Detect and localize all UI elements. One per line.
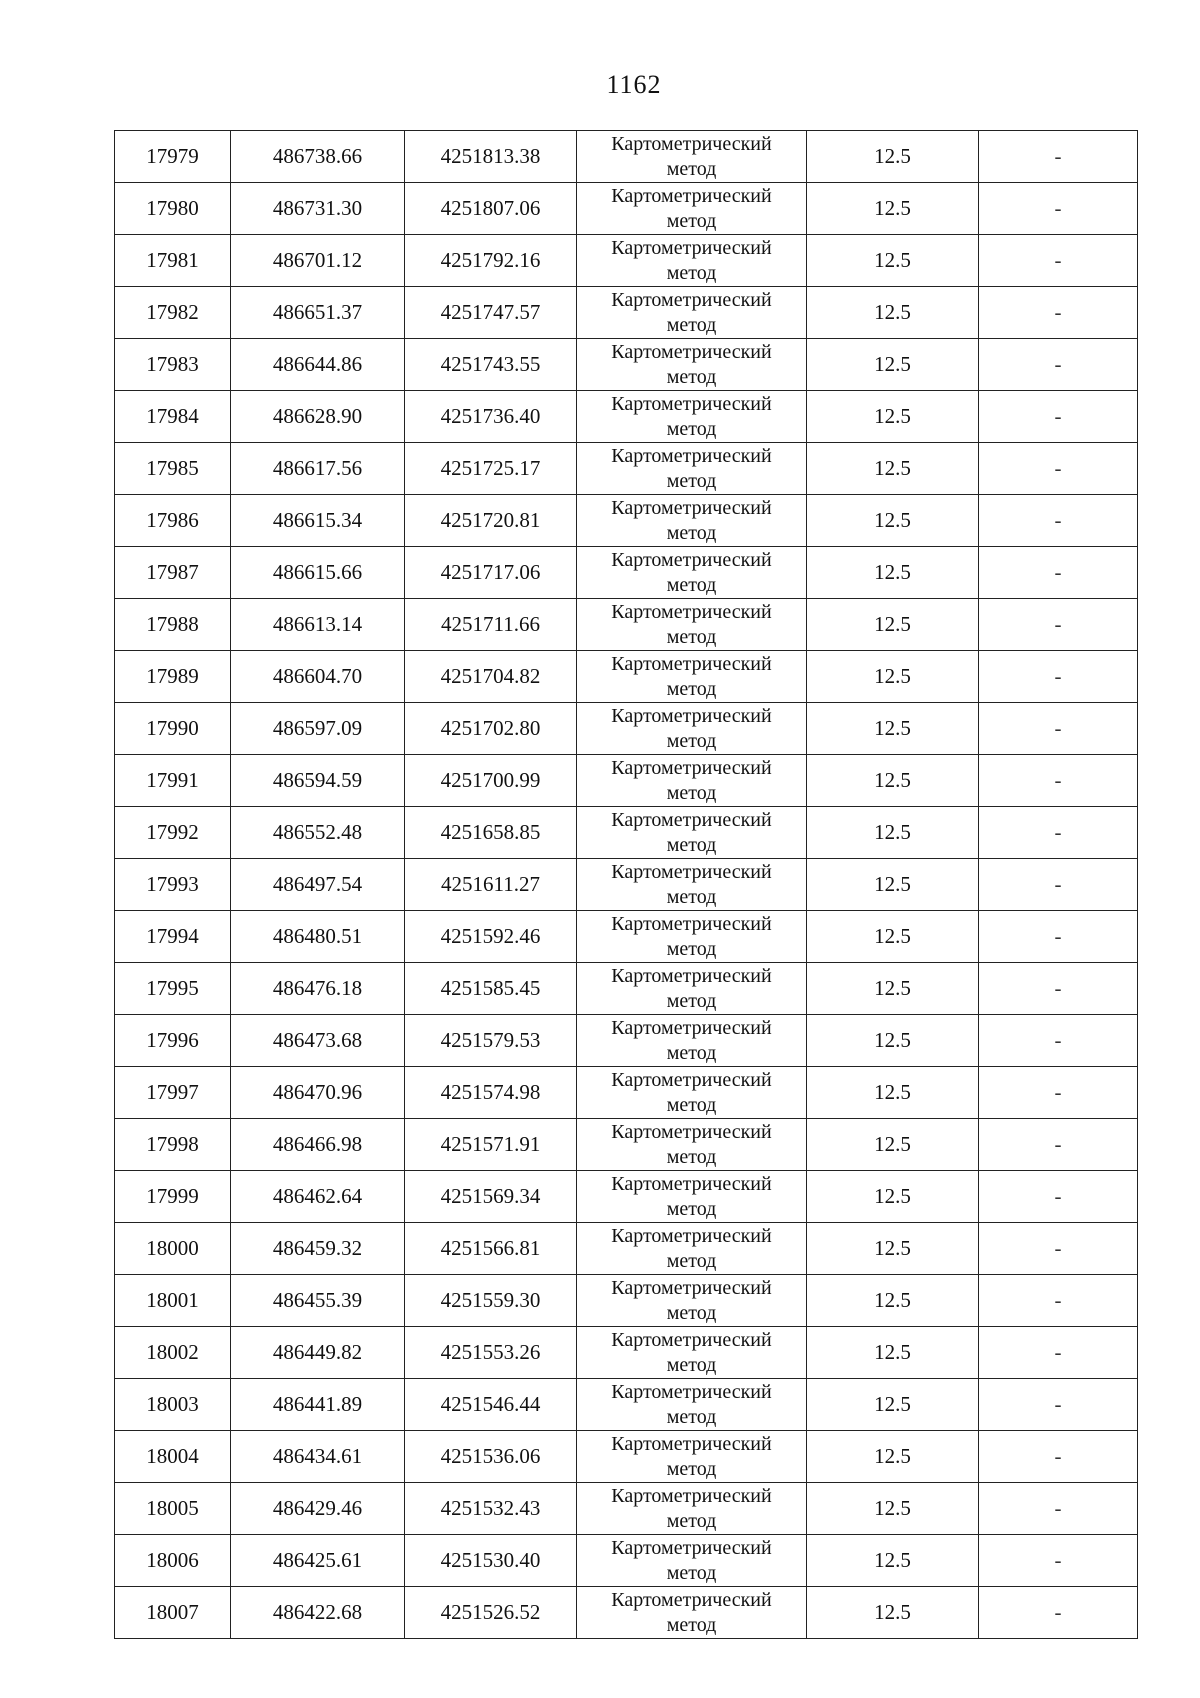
method-text: метод [666,885,717,908]
method-cell [577,1015,807,1067]
note-cell: - [979,443,1138,495]
accuracy-cell: 12.5 [807,703,979,755]
table-row [115,131,1138,183]
table-row [115,1379,1138,1431]
method-text: метод [666,1093,717,1116]
method-text: Картометрический [611,964,772,987]
method-cell [577,287,807,339]
x-coordinate-cell: 486651.37 [231,287,405,339]
note-cell: - [979,1067,1138,1119]
method-text: метод [666,1301,717,1324]
table-row [115,287,1138,339]
note-cell: - [979,287,1138,339]
accuracy-cell: 12.5 [807,651,979,703]
note-cell: - [979,859,1138,911]
table-row [115,1535,1138,1587]
table-body [115,131,1138,1639]
method-text: метод [666,989,717,1012]
x-coordinate-cell: 486441.89 [231,1379,405,1431]
table-row [115,911,1138,963]
y-coordinate-cell: 4251720.81 [405,495,577,547]
note-cell: - [979,1431,1138,1483]
point-number-cell: 17995 [115,963,231,1015]
method-cell [577,1535,807,1587]
accuracy-cell: 12.5 [807,547,979,599]
y-coordinate-cell: 4251579.53 [405,1015,577,1067]
method-cell [577,1223,807,1275]
x-coordinate-cell: 486738.66 [231,131,405,183]
method-text: Картометрический [611,548,772,571]
method-text: Картометрический [611,600,772,623]
note-cell: - [979,1223,1138,1275]
method-text: Картометрический [611,392,772,415]
method-cell [577,1275,807,1327]
method-text: метод [666,729,717,752]
y-coordinate-cell: 4251717.06 [405,547,577,599]
accuracy-cell: 12.5 [807,911,979,963]
accuracy-cell: 12.5 [807,391,979,443]
y-coordinate-cell: 4251743.55 [405,339,577,391]
x-coordinate-cell: 486615.66 [231,547,405,599]
table-row [115,963,1138,1015]
accuracy-cell: 12.5 [807,339,979,391]
x-coordinate-cell: 486480.51 [231,911,405,963]
table-row [115,1275,1138,1327]
x-coordinate-cell: 486455.39 [231,1275,405,1327]
method-text: метод [666,781,717,804]
accuracy-cell: 12.5 [807,183,979,235]
method-cell [577,1483,807,1535]
method-text: метод [666,833,717,856]
x-coordinate-cell: 486644.86 [231,339,405,391]
method-cell [577,1171,807,1223]
table-row [115,183,1138,235]
point-number-cell: 18002 [115,1327,231,1379]
accuracy-cell: 12.5 [807,1483,979,1535]
page-number: 1162 [606,70,662,99]
point-number-cell: 17991 [115,755,231,807]
y-coordinate-cell: 4251546.44 [405,1379,577,1431]
table-row [115,339,1138,391]
y-coordinate-cell: 4251747.57 [405,287,577,339]
method-text: Картометрический [611,1432,772,1455]
table-row [115,443,1138,495]
accuracy-cell: 12.5 [807,1379,979,1431]
method-text: Картометрический [611,808,772,831]
coordinates-table [114,130,1138,1639]
x-coordinate-cell: 486449.82 [231,1327,405,1379]
point-number-cell: 18003 [115,1379,231,1431]
method-cell [577,859,807,911]
method-text: метод [666,261,717,284]
point-number-cell: 17988 [115,599,231,651]
point-number-cell: 17984 [115,391,231,443]
x-coordinate-cell: 486429.46 [231,1483,405,1535]
method-cell [577,651,807,703]
note-cell: - [979,1015,1138,1067]
method-text: Картометрический [611,1484,772,1507]
point-number-cell: 17992 [115,807,231,859]
y-coordinate-cell: 4251559.30 [405,1275,577,1327]
table-row [115,1587,1138,1639]
point-number-cell: 17982 [115,287,231,339]
note-cell: - [979,1535,1138,1587]
point-number-cell: 18006 [115,1535,231,1587]
note-cell: - [979,339,1138,391]
x-coordinate-cell: 486470.96 [231,1067,405,1119]
table-row [115,1483,1138,1535]
y-coordinate-cell: 4251611.27 [405,859,577,911]
x-coordinate-cell: 486425.61 [231,1535,405,1587]
note-cell: - [979,1119,1138,1171]
point-number-cell: 17994 [115,911,231,963]
method-text: Картометрический [611,1588,772,1611]
x-coordinate-cell: 486594.59 [231,755,405,807]
table-row [115,651,1138,703]
y-coordinate-cell: 4251569.34 [405,1171,577,1223]
method-text: Картометрический [611,184,772,207]
accuracy-cell: 12.5 [807,1535,979,1587]
method-cell [577,1379,807,1431]
x-coordinate-cell: 486604.70 [231,651,405,703]
method-cell [577,755,807,807]
point-number-cell: 18004 [115,1431,231,1483]
x-coordinate-cell: 486476.18 [231,963,405,1015]
method-cell [577,1431,807,1483]
point-number-cell: 17986 [115,495,231,547]
x-coordinate-cell: 486497.54 [231,859,405,911]
y-coordinate-cell: 4251704.82 [405,651,577,703]
accuracy-cell: 12.5 [807,755,979,807]
y-coordinate-cell: 4251592.46 [405,911,577,963]
table-row [115,755,1138,807]
method-text: Картометрический [611,912,772,935]
note-cell: - [979,183,1138,235]
accuracy-cell: 12.5 [807,963,979,1015]
table-row [115,495,1138,547]
x-coordinate-cell: 486597.09 [231,703,405,755]
note-cell: - [979,651,1138,703]
method-text: метод [666,1197,717,1220]
x-coordinate-cell: 486466.98 [231,1119,405,1171]
y-coordinate-cell: 4251526.52 [405,1587,577,1639]
note-cell: - [979,807,1138,859]
point-number-cell: 18005 [115,1483,231,1535]
table-row [115,1327,1138,1379]
method-text: метод [666,1353,717,1376]
method-text: метод [666,1249,717,1272]
y-coordinate-cell: 4251571.91 [405,1119,577,1171]
point-number-cell: 17980 [115,183,231,235]
table-row [115,547,1138,599]
method-cell [577,495,807,547]
method-text: метод [666,1613,717,1636]
accuracy-cell: 12.5 [807,235,979,287]
y-coordinate-cell: 4251702.80 [405,703,577,755]
method-text: Картометрический [611,1328,772,1351]
accuracy-cell: 12.5 [807,131,979,183]
accuracy-cell: 12.5 [807,443,979,495]
y-coordinate-cell: 4251792.16 [405,235,577,287]
x-coordinate-cell: 486617.56 [231,443,405,495]
method-text: Картометрический [611,860,772,883]
point-number-cell: 17997 [115,1067,231,1119]
y-coordinate-cell: 4251553.26 [405,1327,577,1379]
x-coordinate-cell: 486613.14 [231,599,405,651]
table-row [115,1119,1138,1171]
method-cell [577,599,807,651]
method-text: метод [666,1405,717,1428]
method-text: метод [666,365,717,388]
table-row [115,235,1138,287]
method-cell [577,391,807,443]
note-cell: - [979,599,1138,651]
note-cell: - [979,547,1138,599]
accuracy-cell: 12.5 [807,599,979,651]
y-coordinate-cell: 4251585.45 [405,963,577,1015]
x-coordinate-cell: 486731.30 [231,183,405,235]
y-coordinate-cell: 4251658.85 [405,807,577,859]
point-number-cell: 17996 [115,1015,231,1067]
y-coordinate-cell: 4251725.17 [405,443,577,495]
method-text: Картометрический [611,340,772,363]
point-number-cell: 17989 [115,651,231,703]
method-text: метод [666,157,717,180]
method-cell [577,703,807,755]
method-cell [577,235,807,287]
method-text: метод [666,625,717,648]
note-cell: - [979,911,1138,963]
method-cell [577,1587,807,1639]
method-text: Картометрический [611,1276,772,1299]
table-row [115,391,1138,443]
method-text: метод [666,573,717,596]
accuracy-cell: 12.5 [807,1275,979,1327]
method-text: метод [666,677,717,700]
y-coordinate-cell: 4251813.38 [405,131,577,183]
method-text: метод [666,209,717,232]
method-cell [577,911,807,963]
point-number-cell: 17987 [115,547,231,599]
method-text: Картометрический [611,496,772,519]
table-row [115,1223,1138,1275]
method-text: Картометрический [611,652,772,675]
x-coordinate-cell: 486422.68 [231,1587,405,1639]
point-number-cell: 18000 [115,1223,231,1275]
accuracy-cell: 12.5 [807,1587,979,1639]
note-cell: - [979,703,1138,755]
method-text: Картометрический [611,444,772,467]
method-text: метод [666,521,717,544]
x-coordinate-cell: 486473.68 [231,1015,405,1067]
accuracy-cell: 12.5 [807,1327,979,1379]
point-number-cell: 18001 [115,1275,231,1327]
note-cell: - [979,235,1138,287]
accuracy-cell: 12.5 [807,1119,979,1171]
note-cell: - [979,1379,1138,1431]
method-text: Картометрический [611,756,772,779]
accuracy-cell: 12.5 [807,287,979,339]
method-cell [577,443,807,495]
note-cell: - [979,1327,1138,1379]
method-text: метод [666,937,717,960]
method-text: метод [666,1509,717,1532]
method-cell [577,547,807,599]
x-coordinate-cell: 486459.32 [231,1223,405,1275]
y-coordinate-cell: 4251574.98 [405,1067,577,1119]
method-text: метод [666,469,717,492]
y-coordinate-cell: 4251700.99 [405,755,577,807]
x-coordinate-cell: 486462.64 [231,1171,405,1223]
point-number-cell: 17993 [115,859,231,911]
method-cell [577,183,807,235]
y-coordinate-cell: 4251736.40 [405,391,577,443]
x-coordinate-cell: 486615.34 [231,495,405,547]
method-text: метод [666,313,717,336]
method-text: Картометрический [611,1172,772,1195]
method-cell [577,339,807,391]
point-number-cell: 17985 [115,443,231,495]
method-text: метод [666,1041,717,1064]
note-cell: - [979,1483,1138,1535]
method-cell [577,131,807,183]
note-cell: - [979,131,1138,183]
note-cell: - [979,1171,1138,1223]
note-cell: - [979,755,1138,807]
method-cell [577,1067,807,1119]
y-coordinate-cell: 4251807.06 [405,183,577,235]
method-text: Картометрический [611,1380,772,1403]
x-coordinate-cell: 486434.61 [231,1431,405,1483]
method-text: метод [666,1457,717,1480]
x-coordinate-cell: 486701.12 [231,235,405,287]
accuracy-cell: 12.5 [807,807,979,859]
method-cell [577,807,807,859]
accuracy-cell: 12.5 [807,1067,979,1119]
method-cell [577,963,807,1015]
y-coordinate-cell: 4251711.66 [405,599,577,651]
table-row [115,703,1138,755]
y-coordinate-cell: 4251532.43 [405,1483,577,1535]
method-text: Картометрический [611,1016,772,1039]
method-cell [577,1327,807,1379]
table-row [115,1015,1138,1067]
accuracy-cell: 12.5 [807,859,979,911]
accuracy-cell: 12.5 [807,1015,979,1067]
accuracy-cell: 12.5 [807,1171,979,1223]
y-coordinate-cell: 4251566.81 [405,1223,577,1275]
point-number-cell: 17998 [115,1119,231,1171]
y-coordinate-cell: 4251530.40 [405,1535,577,1587]
method-text: Картометрический [611,1536,772,1559]
table-row [115,599,1138,651]
table-row [115,1067,1138,1119]
y-coordinate-cell: 4251536.06 [405,1431,577,1483]
method-text: метод [666,417,717,440]
note-cell: - [979,1587,1138,1639]
method-text: Картометрический [611,704,772,727]
note-cell: - [979,963,1138,1015]
point-number-cell: 17990 [115,703,231,755]
method-text: метод [666,1561,717,1584]
accuracy-cell: 12.5 [807,1223,979,1275]
accuracy-cell: 12.5 [807,1431,979,1483]
table-row [115,1431,1138,1483]
method-text: Картометрический [611,1120,772,1143]
table-row [115,807,1138,859]
table-row [115,1171,1138,1223]
method-text: Картометрический [611,1224,772,1247]
note-cell: - [979,495,1138,547]
x-coordinate-cell: 486628.90 [231,391,405,443]
note-cell: - [979,391,1138,443]
method-text: Картометрический [611,1068,772,1091]
method-text: Картометрический [611,288,772,311]
accuracy-cell: 12.5 [807,495,979,547]
method-text: Картометрический [611,236,772,259]
point-number-cell: 18007 [115,1587,231,1639]
point-number-cell: 17981 [115,235,231,287]
table-row [115,859,1138,911]
point-number-cell: 17983 [115,339,231,391]
method-text: метод [666,1145,717,1168]
method-cell [577,1119,807,1171]
x-coordinate-cell: 486552.48 [231,807,405,859]
point-number-cell: 17979 [115,131,231,183]
note-cell: - [979,1275,1138,1327]
method-text: Картометрический [611,132,772,155]
point-number-cell: 17999 [115,1171,231,1223]
